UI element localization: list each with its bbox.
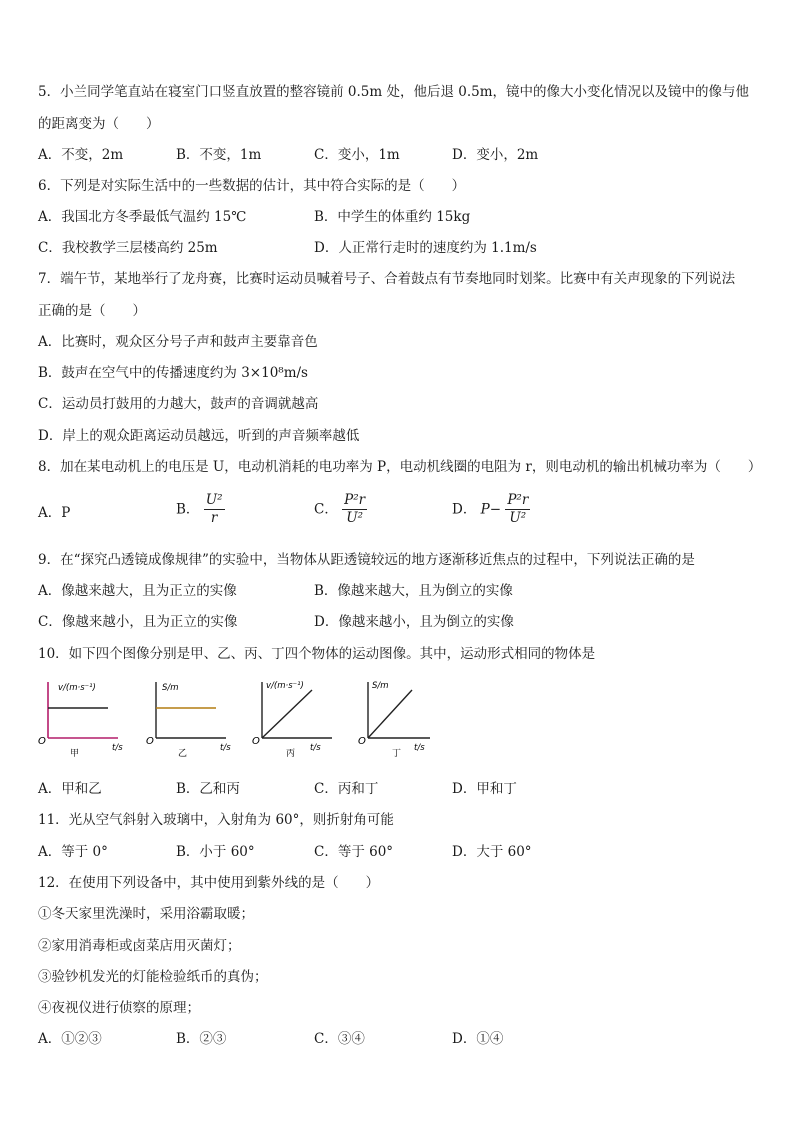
q9-stem: 9．在“探究凸透镜成像规律”的实验中，当物体从距透镜较远的地方逐渐移近焦点的过程中，下列说法正确的是 [38,552,695,568]
q12-item-1: ①冬天家里洗澡时，采用浴霸取暖； [38,906,254,922]
q6-stem: 6．下列是对实际生活中的一些数据的估计，其中符合实际的是（ ） [38,178,466,194]
graph-ding-origin: O [358,736,366,747]
q7-stem-line1: 7．端午节，某地举行了龙舟赛，比赛时运动员喊着号子、合着鼓点有节奏地同时划桨。比赛中有关声现象的下列说法 [38,271,736,287]
q8-option-b-fraction [204,492,225,527]
q8-option-b-numerator: U² [205,492,223,508]
q6-option-c: C．我校教学三层楼高约 25m [38,240,218,256]
q12-option-b: B．②③ [176,1031,227,1047]
q5-option-b: B．不变，1m [176,147,262,163]
q8-option-d-numerator: P²r [507,492,529,508]
q11-option-c: C．等于 60° [314,844,394,860]
q11-option-a: A．等于 0° [38,844,108,860]
q12-item-2: ②家用消毒柜或卤菜店用灭菌灯； [38,938,241,954]
q6-option-b: B．中学生的体重约 15kg [314,209,471,225]
q6-option-a: A．我国北方冬季最低气温约 15℃ [38,209,247,225]
q8-option-b-label: B． [176,501,200,518]
graph-jia-svg [36,678,126,760]
q8-option-a: A．P [38,505,71,521]
q8-option-c-fraction [342,492,367,527]
graph-jia-ylabel: v/(m·s⁻¹) [58,683,96,693]
graph-ding-line [368,690,412,738]
graph-yi [144,678,234,760]
q11-stem: 11．光从空气斜射入玻璃中，入射角为 60°，则折射角可能 [38,812,394,828]
graph-bing-caption: 丙 [286,749,296,759]
q12-item-3: ③验钞机发光的灯能检验纸币的真伪； [38,969,268,985]
q5-option-c: C．变小，1m [314,147,400,163]
q8-option-c [314,492,367,527]
q9-option-a: A．像越来越大，且为正立的实像 [38,583,237,599]
q10-option-c: C．丙和丁 [314,781,379,797]
graph-ding-svg [356,678,446,760]
graph-jia [36,678,126,760]
q12-option-c: C．③④ [314,1031,365,1047]
graph-bing-ylabel: v/(m·s⁻¹) [266,681,304,691]
q10-stem: 10．如下四个图像分别是甲、乙、丙、丁四个物体的运动图像。其中，运动形式相同的物体是 [38,646,596,662]
graph-yi-ylabel: S/m [162,683,179,693]
q10-option-b: B．乙和丙 [176,781,240,797]
q8-option-d-prefix: P− [480,501,502,518]
graph-yi-caption: 乙 [178,749,188,759]
graph-jia-origin: O [38,736,46,747]
graph-bing-xlabel: t/s [310,743,321,753]
q12-option-d: D．①④ [452,1031,504,1047]
q12-option-a: A．①②③ [38,1031,102,1047]
q10-option-d: D．甲和丁 [452,781,517,797]
q7-option-c: C．运动员打鼓用的力越大，鼓声的音调就越高 [38,396,319,412]
graph-ding [356,678,446,760]
q8-option-d-denominator: U² [509,510,527,526]
q12-stem: 12．在使用下列设备中，其中使用到紫外线的是（ ） [38,875,380,891]
q9-option-d: D．像越来越小，且为倒立的实像 [314,614,514,630]
q8-option-d-label: D． [452,501,477,518]
graph-bing-origin: O [252,736,260,747]
q8-option-c-denominator: U² [346,510,364,526]
q7-option-a: A．比赛时，观众区分号子声和鼓声主要靠音色 [38,334,318,350]
q7-stem-line2: 正确的是（ ） [38,303,146,319]
q5-option-a: A．不变，2m [38,147,124,163]
graph-jia-xlabel: t/s [112,743,123,753]
q5-option-d: D．变小，2m [452,147,539,163]
q7-option-b: B．鼓声在空气中的传播速度约为 3×10⁸m/s [38,365,308,381]
q8-option-b-denominator: r [210,510,218,526]
graph-yi-svg [144,678,234,760]
q5-stem-line2: 的距离变为（ ） [38,116,160,132]
q8-option-c-numerator: P²r [344,492,366,508]
graph-yi-origin: O [146,736,154,747]
graph-ding-xlabel: t/s [414,743,425,753]
graph-bing-line [262,690,312,738]
q5-stem-line1: 5．小兰同学笔直站在寝室门口竖直放置的整容镜前 0.5m 处，他后退 0.5m，镜中的像大小变化情况以及镜中的像与他 [38,84,750,100]
q10-option-a: A．甲和乙 [38,781,102,797]
q7-option-d: D．岸上的观众距离运动员越远，听到的声音频率越低 [38,428,360,444]
graph-yi-xlabel: t/s [220,743,231,753]
q12-item-4: ④夜视仪进行侦察的原理； [38,1000,200,1016]
q8-option-c-label: C． [314,501,338,518]
q8-option-b [176,492,225,527]
graph-ding-caption: 丁 [392,749,402,759]
graph-ding-ylabel: S/m [372,681,389,691]
q8-option-d [452,492,530,527]
q9-option-b: B．像越来越大，且为倒立的实像 [314,583,513,599]
graph-jia-caption: 甲 [70,749,80,759]
q8-option-d-fraction [505,492,530,527]
graph-bing [250,678,340,760]
q11-option-d: D．大于 60° [452,844,532,860]
graph-bing-svg [250,678,340,760]
q8-stem: 8．加在某电动机上的电压是 U，电动机消耗的电功率为 P，电动机线圈的电阻为 r，则电动机的输出机械功率为（ ） [38,459,762,475]
q6-option-d: D．人正常行走时的速度约为 1.1m/s [314,240,537,256]
q9-option-c: C．像越来越小，且为正立的实像 [38,614,238,630]
q11-option-b: B．小于 60° [176,844,255,860]
